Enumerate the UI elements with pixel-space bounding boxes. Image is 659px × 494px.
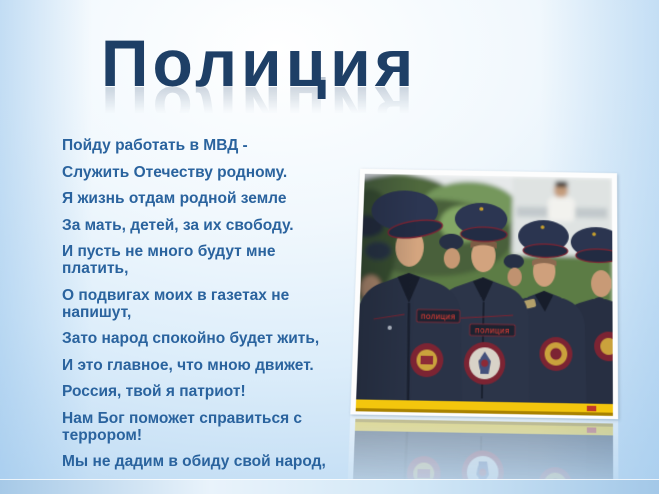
poem-line: Зато народ спокойно будет жить, — [62, 330, 320, 347]
poem-line: Нам Бог поможет справиться с террором! — [62, 409, 303, 444]
poem-line: О подвигах моих в газетах не напишут, — [62, 286, 290, 321]
poem-line: Пойду работать в МВД - — [62, 137, 248, 154]
poem-line: Служить Отечеству родному. — [62, 163, 288, 181]
vignette — [356, 174, 613, 416]
photo-frame — [350, 169, 618, 420]
bottom-band — [0, 479, 659, 494]
poem — [62, 137, 339, 494]
poem-line: Россия, твой я патриот! — [62, 383, 246, 400]
poem-line: За мать, детей, за их свободу. — [62, 216, 294, 234]
poem-line: Мы не дадим в обиду свой народ, — [62, 453, 326, 470]
police-photo — [356, 174, 613, 416]
poem-line: И пусть не много будут мне платить, — [62, 243, 276, 277]
watermark-mark — [587, 406, 596, 412]
poem-line: Я жизнь отдам родной земле — [62, 190, 287, 207]
poem-line: И это главное, что мною движет. — [62, 356, 314, 374]
page-title: Полиция — [101, 26, 418, 100]
